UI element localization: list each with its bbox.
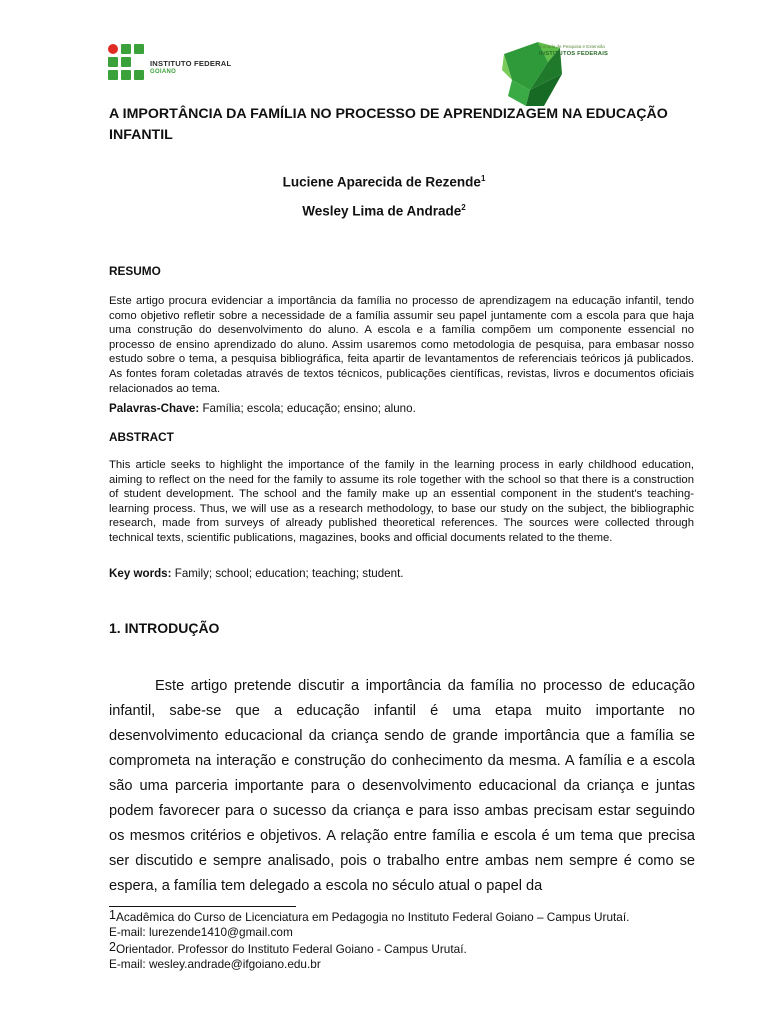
footnote-divider bbox=[109, 906, 296, 907]
author-2 bbox=[0, 203, 768, 219]
paper-title: A IMPORTÂNCIA DA FAMÍLIA NO PROCESSO DE APRENDIZAGEM NA EDUCAÇÃO INFANTIL bbox=[109, 106, 668, 143]
footnote-1-line1: Acadêmica do Curso de Licenciatura em Pedagogia no Instituto Federal Goiano – Campus Urutaí. bbox=[115, 910, 630, 924]
author-1-name: Luciene Aparecida de Rezende bbox=[282, 174, 481, 190]
abstract-text: This article seeks to highlight the importance of the family in the learning process in early childhood education, aiming to reflect on the need for the family to assume its role together with the school so that there is a construction of student development. The school and the family make up an essential component in the student's teaching-learning process. Thus, we will use as a research methodology, to base our study on the subject, the bibliographic research, made from surveys of already published theoretical references. The sources were collected through technical texts, scientific publications, magazines, books and official documents related to the theme. bbox=[109, 459, 694, 544]
logo-main-text: INSTITUTOS FEDERAIS bbox=[539, 51, 609, 57]
footnote-2 bbox=[109, 940, 467, 971]
keywords-pt: Família; escola; educação; ensino; aluno. bbox=[202, 402, 416, 415]
author-2-name: Wesley Lima de Andrade bbox=[302, 203, 462, 219]
abstract-keywords bbox=[109, 567, 404, 580]
keywords-label-pt: Palavras-Chave: bbox=[109, 402, 200, 415]
intro-text: Este artigo pretende discutir a importância da família no processo de educação infantil, sabe-se que a educação infantil é uma etapa muito importante no desenvolvimento educacional da criança sendo de grande importância que a família se comprometa na interação e construção do conhecimento da mesma. A família e a escola são uma parceria importante para o desenvolvimento educacional da criança e juntas podem favorecer para o sucesso da criança e para isso ambas precisam estar seguindo os mesmos critérios e objetivos. A relação entre família e escola é um tema que precisa ser discutido e sempre analisado, pois o trabalho entre ambas nem sempre é como se espera, a família tem delegado a escola no século atual o papel da bbox=[109, 678, 695, 894]
keywords-label-en: Key words: bbox=[109, 567, 172, 580]
abstract-heading: ABSTRACT bbox=[109, 430, 174, 444]
resumo-heading: RESUMO bbox=[109, 264, 161, 278]
footnote-1-email: E-mail: lurezende1410@gmail.com bbox=[109, 924, 293, 939]
author-1-mark: 1 bbox=[480, 174, 486, 183]
institution-name: INSTITUTO FEDERAL bbox=[150, 59, 232, 68]
footnote-2-line1: Orientador. Professor do Instituto Federal Goiano - Campus Urutaí. bbox=[115, 942, 467, 956]
footnote-2-email: E-mail: wesley.andrade@ifgoiano.edu.br bbox=[109, 956, 321, 971]
author-1 bbox=[0, 174, 768, 190]
institutos-federais-logo bbox=[500, 40, 610, 110]
author-2-mark: 2 bbox=[461, 203, 466, 212]
footnote-1 bbox=[109, 908, 629, 939]
resumo-keywords bbox=[109, 402, 416, 415]
if-grid-icon bbox=[108, 44, 144, 80]
logo-top-text: Jornada de Pesquisa e Extensão bbox=[539, 44, 606, 49]
resumo-text: Este artigo procura evidenciar a importância da família no processo de aprendizagem na educação infantil, tendo como objetivo refletir sobre a necessidade de a família assumir seu papel juntamente com a escola para que haja uma construção do desenvolvimento do aluno. A escola e a família compõem um componente essencial no processo de ensino aprendizado do aluno. Assim usaremos como metodologia de pesquisa, para embasar nosso estudo sobre o tema, a pesquisa bibliográfica, feita apartir de levantamentos de referenciais teóricos já publicados. As fontes foram coletadas através de textos técnicos, publicações científicas, revistas, livros e documentos oficiais relacionados ao tema. bbox=[109, 295, 694, 395]
keywords-en: Family; school; education; teaching; student. bbox=[174, 567, 404, 580]
institution-campus: GOIANO bbox=[150, 69, 177, 75]
footnote-1-num: 1 bbox=[109, 908, 116, 922]
intro-heading: 1. INTRODUÇÃO bbox=[109, 620, 220, 636]
footnote-2-num: 2 bbox=[109, 940, 116, 954]
